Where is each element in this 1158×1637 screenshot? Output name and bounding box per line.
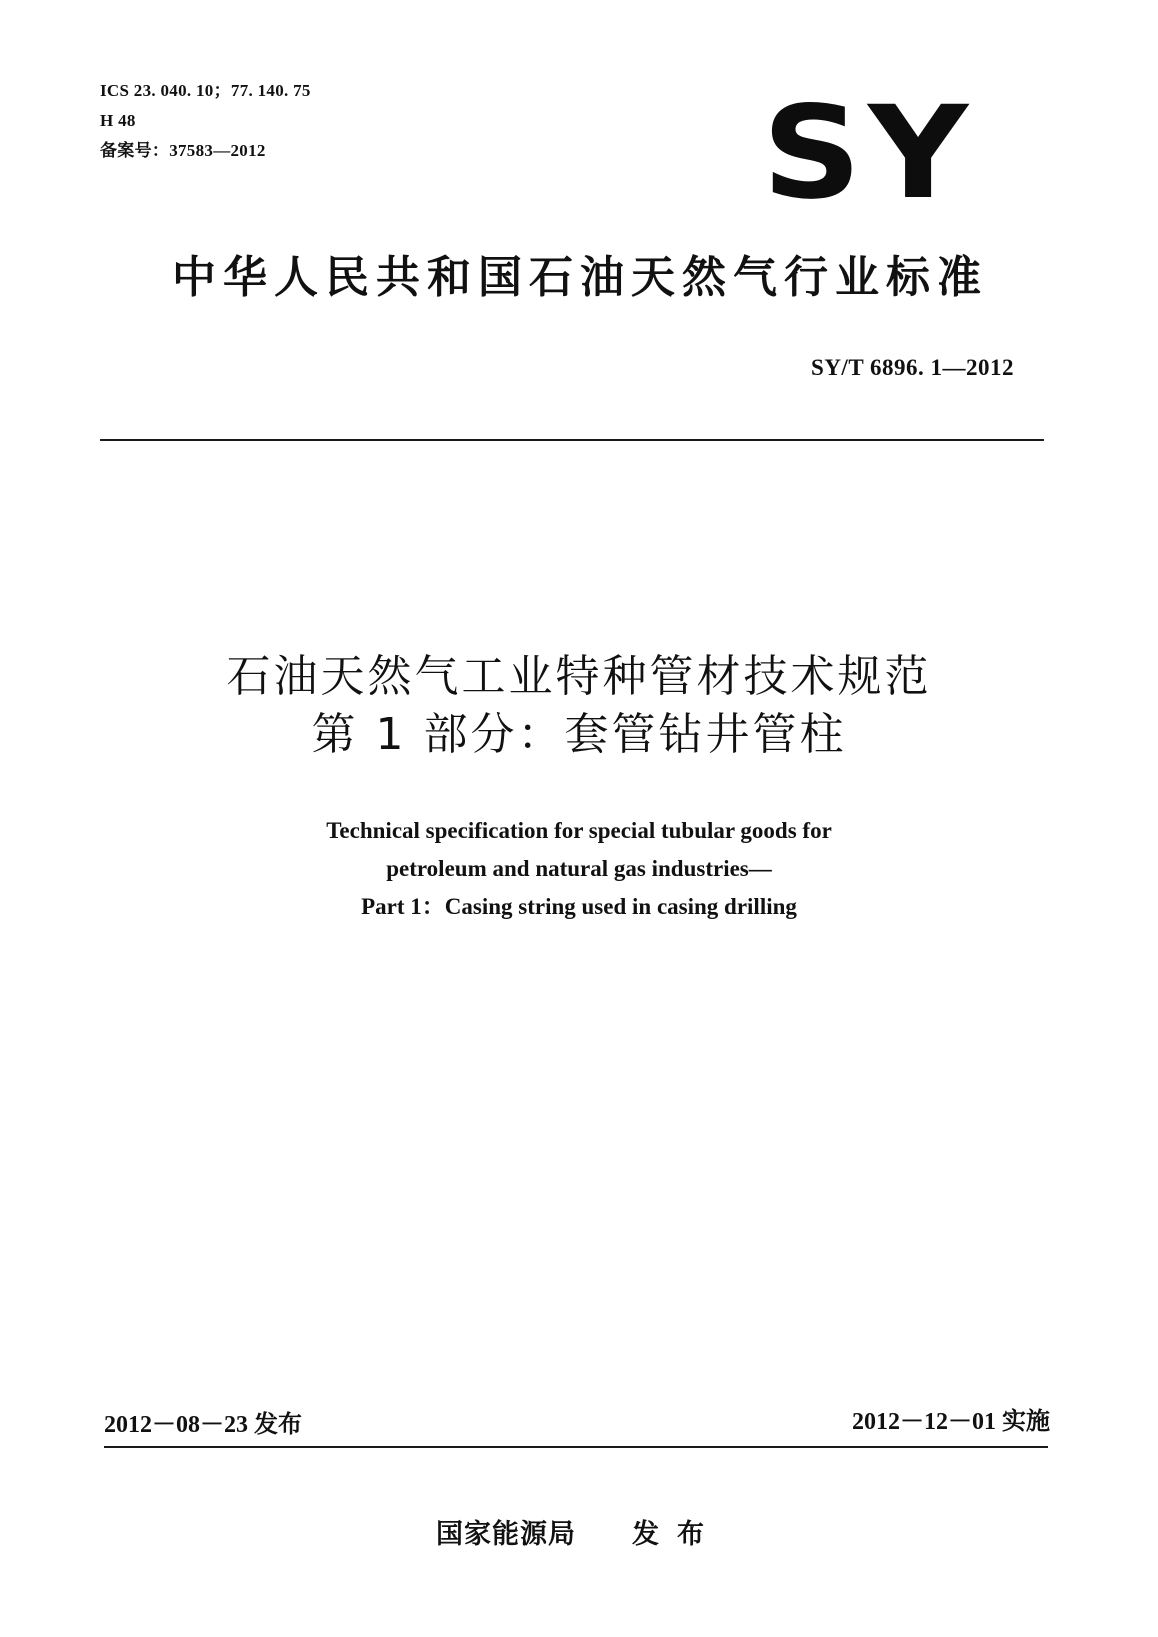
chinese-title-line-2: 第 1 部分：套管钻井管柱 xyxy=(311,709,847,760)
english-title-line-1: Technical specification for special tubular goods for xyxy=(326,818,832,843)
issue-date: 2012－08－23 发布 xyxy=(104,1412,302,1438)
publish-label: 发布 xyxy=(632,1519,722,1550)
document-metadata xyxy=(100,76,311,166)
english-title-line-3: Part 1：Casing string used in casing drilling xyxy=(361,894,797,919)
english-title xyxy=(60,812,1098,926)
sy-logo: SY xyxy=(762,79,975,228)
publisher-line xyxy=(0,1512,1158,1551)
bottom-divider xyxy=(104,1446,1048,1448)
chinese-title xyxy=(60,648,1098,764)
ics-code: ICS 23. 040. 10；77. 140. 75 xyxy=(100,81,311,100)
english-title-line-2: petroleum and natural gas industries— xyxy=(386,856,772,881)
record-number: 备案号：37583—2012 xyxy=(100,141,266,160)
chinese-title-line-1: 石油天然气工业特种管材技术规范 xyxy=(226,651,932,702)
issuing-standard-title: 中华人民共和国石油天然气行业标准 xyxy=(172,252,988,303)
effective-date: 2012－12－01 实施 xyxy=(852,1409,1050,1435)
standard-number: SY/T 6896. 1—2012 xyxy=(811,355,1014,380)
publisher-name: 国家能源局 xyxy=(436,1519,576,1550)
ccs-code: H 48 xyxy=(100,111,136,130)
top-divider xyxy=(100,439,1044,441)
